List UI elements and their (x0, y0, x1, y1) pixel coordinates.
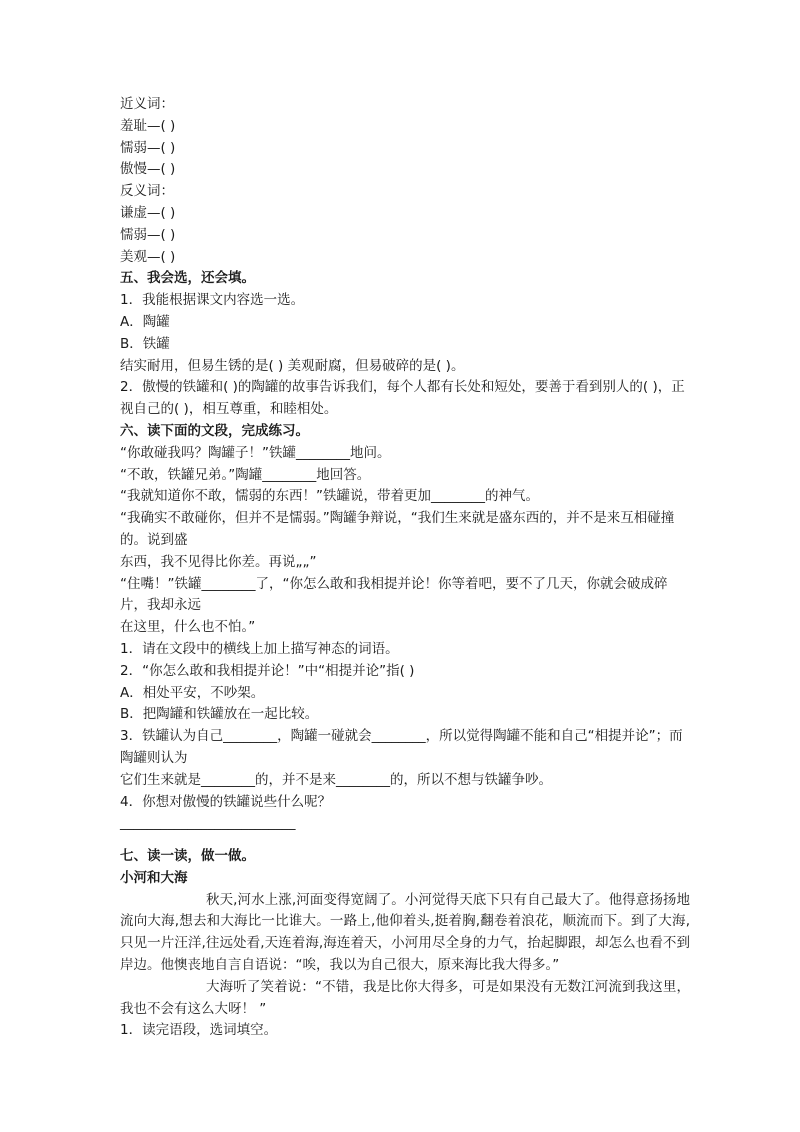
document-content (120, 94, 690, 1042)
section-heading: 七、读一读，做一做。 (120, 848, 255, 865)
text-line: B．把陶罐和铁罐放在一起比较。 (120, 706, 319, 723)
text-line: 在这里，什么也不怕。” (120, 619, 256, 636)
text-line: 反义词： (120, 183, 174, 200)
section-heading: 五、我会选，还会填。 (120, 270, 255, 287)
text-line: 懦弱—( ) (120, 226, 176, 243)
text-line: 结实耐用，但易生锈的是( ) 美观耐腐，但易破碎的是( )。 (120, 357, 465, 374)
passage-title: 小河和大海 (120, 869, 188, 886)
text-line: “住嘴！”铁罐________了，“你怎么敢和我相提并论！你等着吧，要不了几天，你就会破成碎片，我却永远 (120, 575, 668, 614)
text-line: A．相处平安，不吵架。 (120, 684, 265, 701)
text-line: B．铁罐 (120, 335, 170, 352)
text-line: “我确实不敢碰你，但并不是懦弱。”陶罐争辩说，“我们生来就是盛东西的，并不是来互相碰撞的。说到盛 (120, 510, 675, 548)
passage-paragraph: 大海听了笑着说：“不错，我是比你大得多，可是如果没有无数江河流到我这里，我也不会有这么大呀！ ” (120, 978, 690, 1017)
text-line: 4．你想对傲慢的铁罐说些什么呢？ (120, 793, 332, 810)
text-line: A．陶罐 (120, 313, 170, 330)
text-line: 它们生来就是________的，并不是来________的，所以不想与铁罐争吵。 (120, 771, 552, 788)
text-line: 1．读完语段，选词填空。 (120, 1022, 278, 1039)
text-line: 懦弱—( ) (120, 139, 176, 156)
text-line: 美观—( ) (120, 248, 176, 265)
passage-paragraph: 秋天,河水上涨,河面变得宽阔了。小河觉得天底下只有自己最大了。他得意扬扬地流向大海,想去和大海比一比谁大。一路上,他仰着头,挺着胸,翻卷着浪花，顺流而下。到了大海,只见一片汪洋,往远处看,天连着海,海连着天，小河用尽全身的力气，抬起脚跟，却怎么也看不到岸边。他懊丧地自言自语说：“唉，我以为自己很大，原来海比我大得多。” (120, 891, 690, 974)
text-line: “你敢碰我吗？陶罐子！”铁罐________地问。 (120, 444, 391, 461)
text-line: “我就知道你不敢，懦弱的东西！”铁罐说，带着更加________的神气。 (120, 488, 539, 505)
text-line: 近义词： (120, 96, 174, 112)
text-line: 2．傲慢的铁罐和( )的陶罐的故事告诉我们，每个人都有长处和短处，要善于看到别人的( )，正视自己的( )，相互尊重，和睦相处。 (120, 379, 685, 418)
text-line: 2．“你怎么敢和我相提并论！”中“相提并论”指( ) (120, 662, 415, 679)
text-line: 东西，我不见得比你差。再说„„” (120, 553, 317, 570)
text-line: 1．我能根据课文内容选一选。 (120, 292, 305, 309)
section-heading: 六、读下面的文段，完成练习。 (120, 422, 309, 439)
answer-line: __________________________ (120, 815, 296, 832)
text-line: 谦虚—( ) (120, 204, 176, 221)
text-line: 羞耻—( ) (120, 117, 176, 134)
text-line: 3．铁罐认为自己________，陶罐一碰就会________，所以觉得陶罐不能和自己“相提并论”；而陶罐则认为 (120, 728, 683, 766)
text-line: “不敢，铁罐兄弟。”陶罐________地回答。 (120, 466, 371, 483)
text-line: 傲慢—( ) (120, 161, 176, 178)
text-line: 1．请在文段中的横线上加上描写神态的词语。 (120, 640, 399, 657)
spacer (120, 835, 690, 846)
